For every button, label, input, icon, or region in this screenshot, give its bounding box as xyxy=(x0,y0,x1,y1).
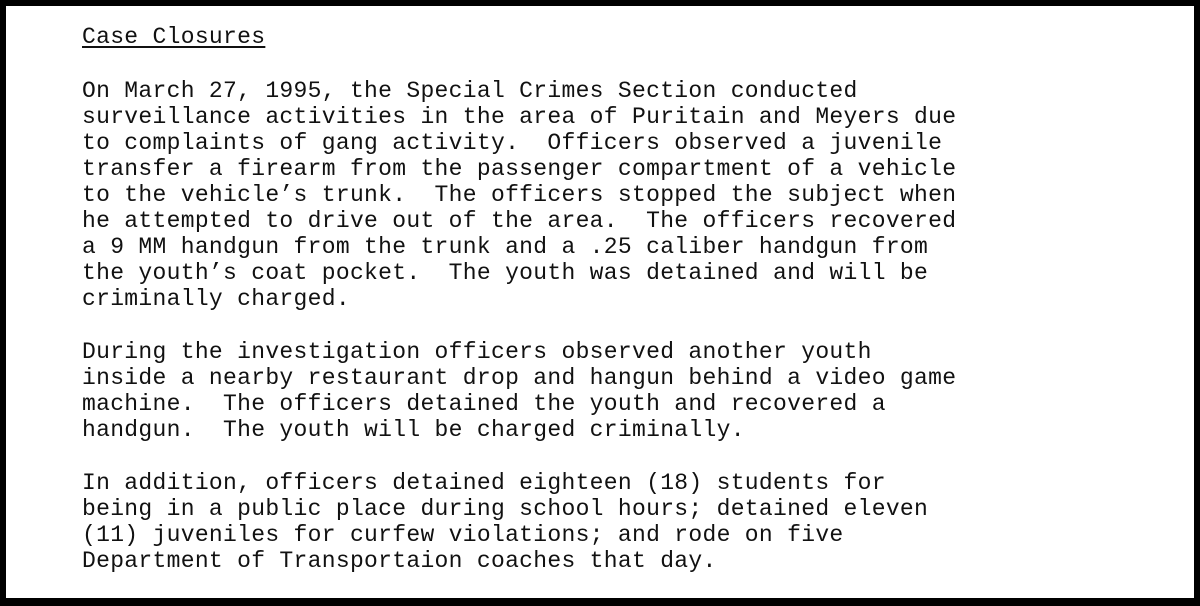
text-line: inside a nearby restaurant drop and hangun behind a video game xyxy=(82,365,957,391)
text-line: On March 27, 1995, the Special Crimes Section conducted xyxy=(82,78,858,104)
text-line: Department of Transportaion coaches that day. xyxy=(82,548,717,574)
document-body xyxy=(82,24,1122,601)
text-line: (11) juveniles for curfew violations; and rode on five xyxy=(82,522,844,548)
paragraph-2 xyxy=(82,339,1122,443)
paragraph-3 xyxy=(82,470,1122,574)
text-line: a 9 MM handgun from the trunk and a .25 caliber handgun from xyxy=(82,234,929,260)
paragraph-1 xyxy=(82,78,1122,312)
text-line: he attempted to drive out of the area. The officers recovered xyxy=(82,208,957,234)
text-line: being in a public place during school hours; detained eleven xyxy=(82,496,929,522)
text-line: handgun. The youth will be charged criminally. xyxy=(82,417,745,443)
text-line: surveillance activities in the area of Puritain and Meyers due xyxy=(82,104,957,130)
text-line: criminally charged. xyxy=(82,286,350,312)
text-line: During the investigation officers observed another youth xyxy=(82,339,872,365)
section-heading: Case Closures xyxy=(82,24,266,50)
text-line: In addition, officers detained eighteen (18) students for xyxy=(82,470,886,496)
text-line: machine. The officers detained the youth and recovered a xyxy=(82,391,886,417)
text-line: to complaints of gang activity. Officers observed a juvenile xyxy=(82,130,943,156)
text-line: to the vehicle’s trunk. The officers stopped the subject when xyxy=(82,182,957,208)
text-line: transfer a firearm from the passenger compartment of a vehicle xyxy=(82,156,957,182)
text-line: the youth’s coat pocket. The youth was detained and will be xyxy=(82,260,929,286)
